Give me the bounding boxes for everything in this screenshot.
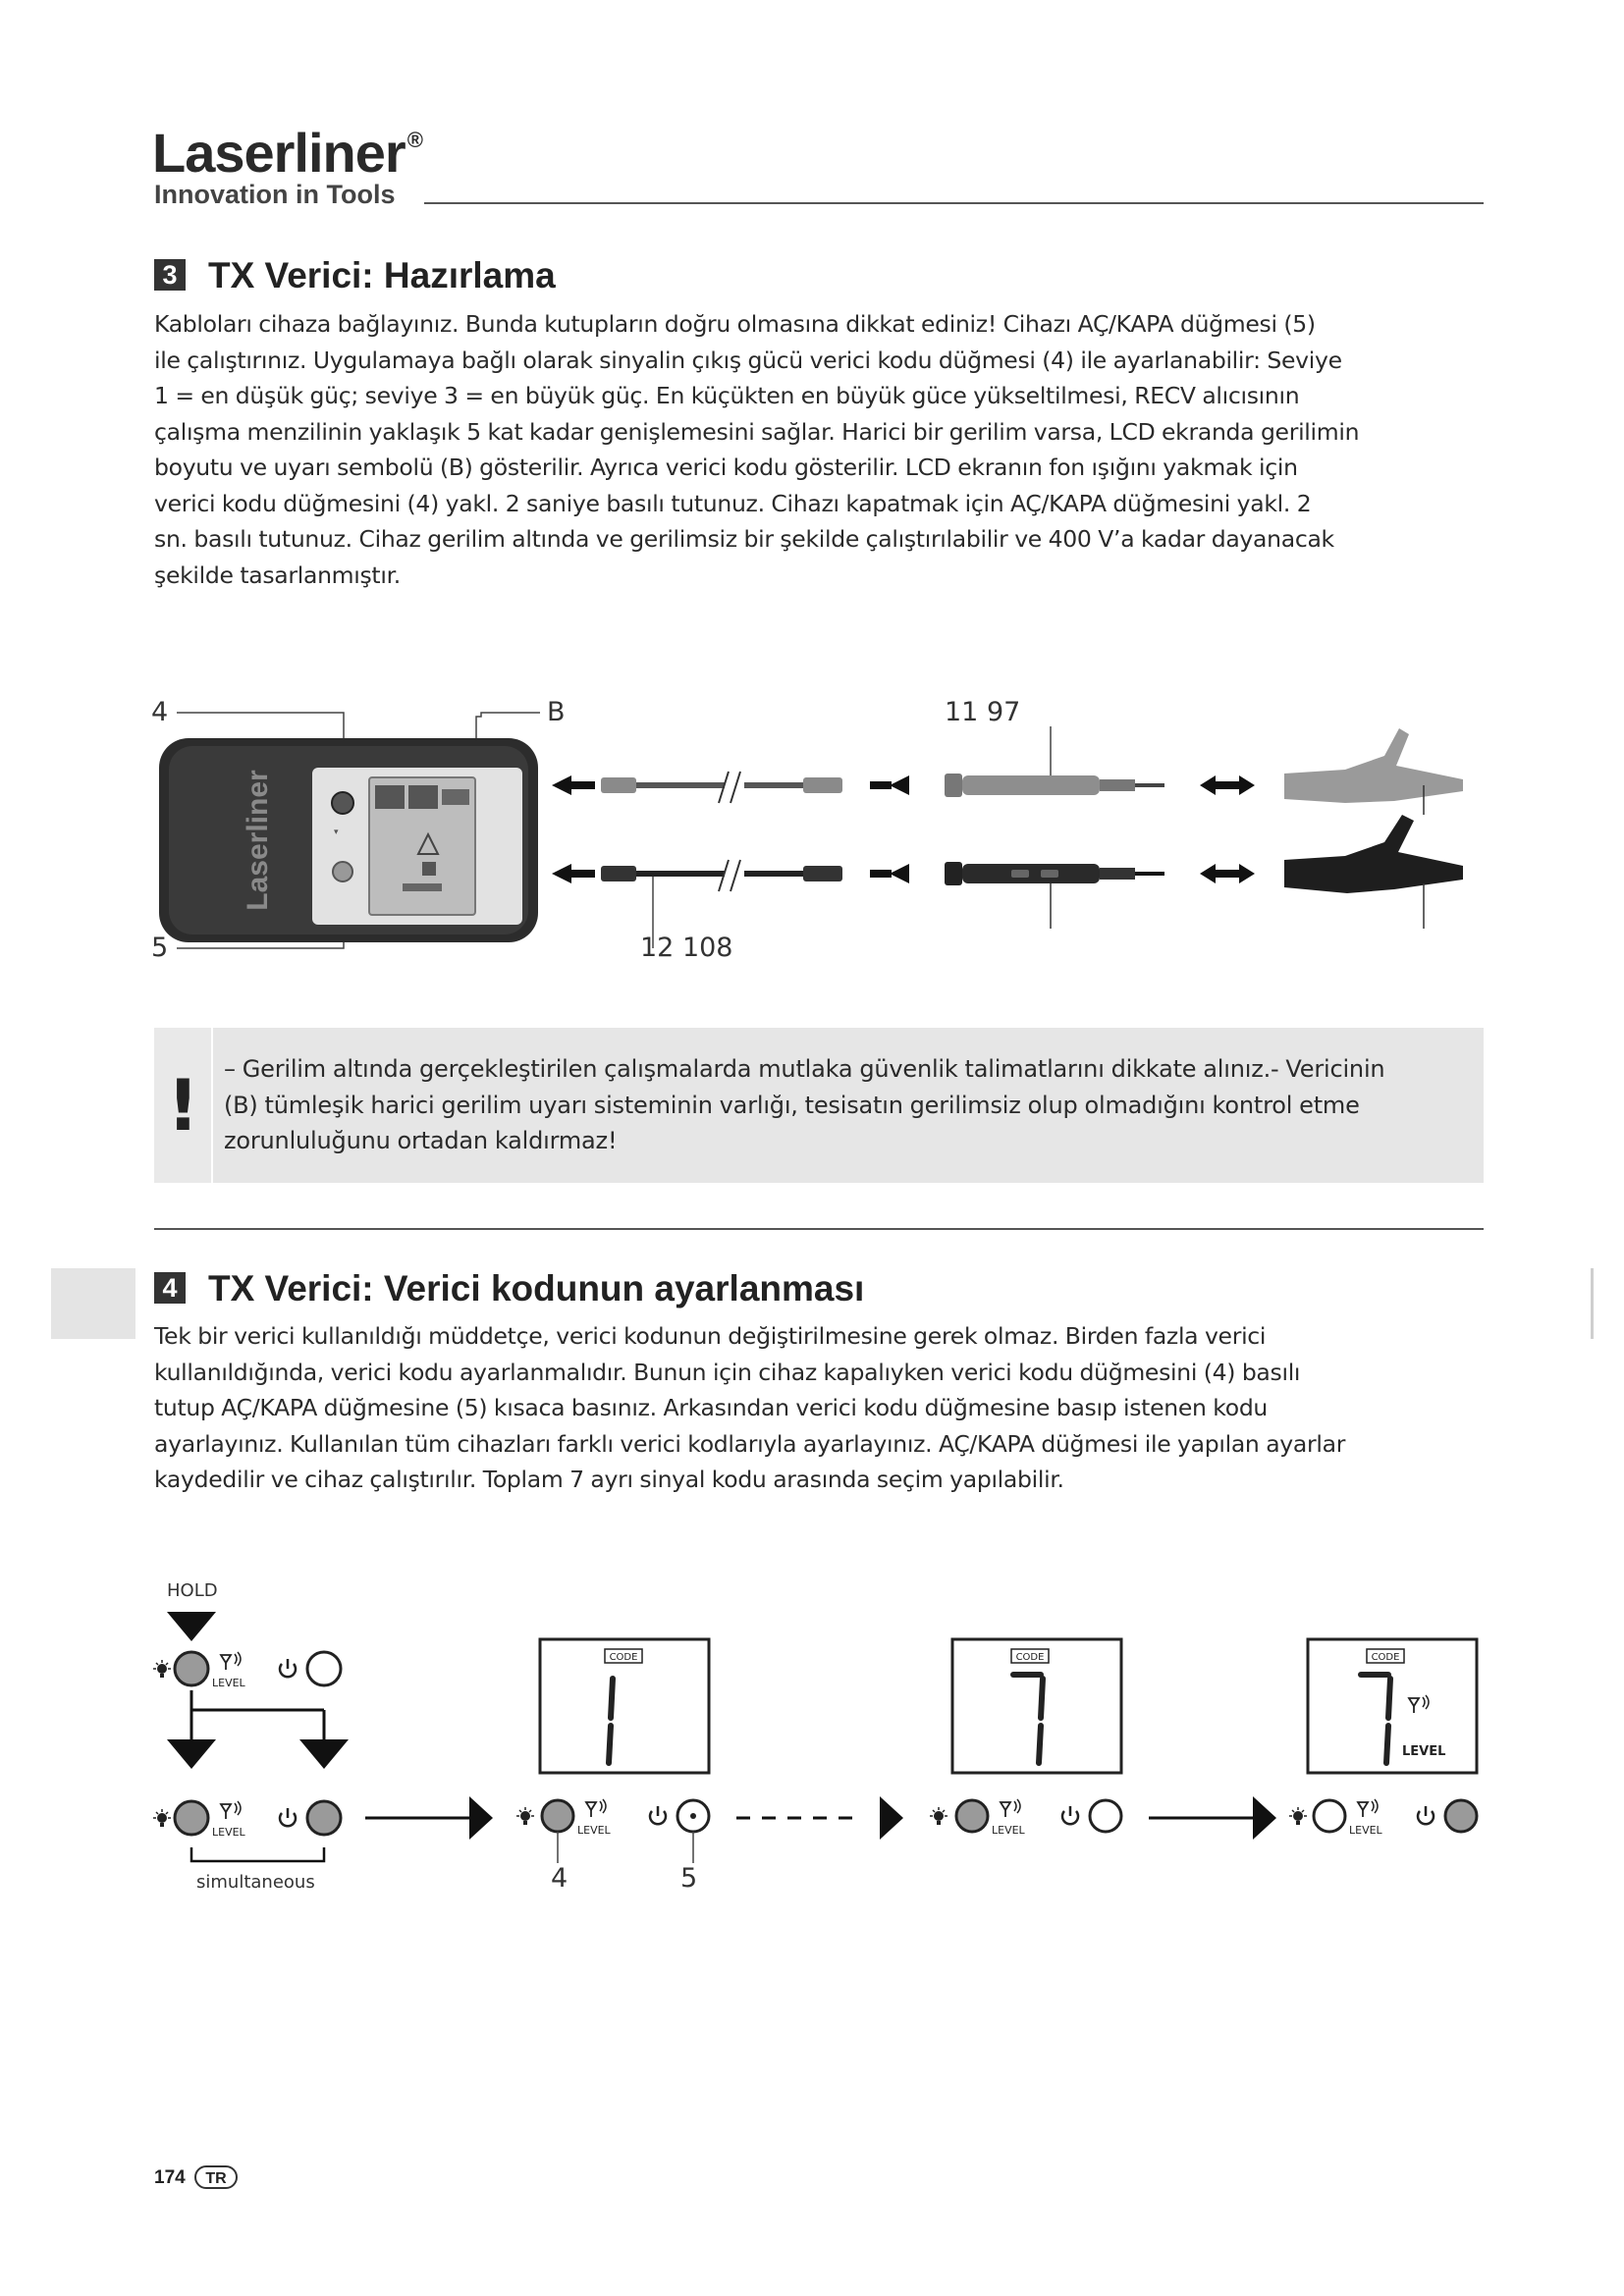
section-3-line: ile çalıştırınız. Uygulamaya bağlı olarak sinyalin çıkış gücü verici kodu düğmesi (4) ile ayarlanabilir: Seviye	[154, 346, 1342, 374]
flow-arrow-1-head	[469, 1796, 493, 1840]
section-4-title: TX Verici: Verici kodunun ayarlanması	[208, 1268, 865, 1308]
hold-label: HOLD	[167, 1580, 218, 1601]
section-3-line: 1 = en düşük güç; seviye 3 = en büyük güç. En küçükten en büyük güce yükseltilmesi, RECV alıcısının	[154, 382, 1300, 409]
section-4-number: 4	[154, 1272, 186, 1304]
section-divider	[154, 1228, 1484, 1230]
level-label: LEVEL	[992, 1824, 1025, 1837]
section-3-number: 3	[154, 259, 186, 291]
code-button-4	[332, 792, 353, 814]
section-3-line: boyutu ve uyarı sembolü (B) gösterilir. Ayrıca verici kodu gösterilir. LCD ekranın fon ışığını yakmak için	[154, 454, 1298, 481]
section-3-line: Kabloları cihaza bağlayınız. Bunda kutupların doğru olmasına dikkat ediniz! Cihazı AÇ/KAPA düğmesi (5)	[154, 310, 1316, 338]
callout-4: 4	[151, 697, 169, 727]
callout-button-5: 5	[680, 1863, 698, 1894]
language-badge: TR	[194, 2165, 238, 2189]
flow-arrow-3-head	[1253, 1796, 1276, 1840]
leads-illustration	[147, 687, 1492, 962]
level-label: LEVEL	[1349, 1824, 1382, 1837]
upper-test-lead	[552, 728, 1463, 815]
code-label: CODE	[1371, 1652, 1400, 1663]
page-number: 174	[154, 2167, 186, 2188]
level-label: LEVEL	[1402, 1744, 1446, 1759]
device-brand-text: Laserliner	[242, 770, 274, 911]
power-button-5	[333, 862, 352, 881]
simultaneous-label: simultaneous	[196, 1872, 315, 1893]
code-label: CODE	[1015, 1652, 1045, 1663]
split-connector	[191, 1690, 324, 1739]
callout-button-4: 4	[551, 1863, 568, 1894]
button-row-1	[153, 1652, 341, 1685]
section-3-line: şekilde tasarlanmıştır.	[154, 561, 401, 589]
hold-arrow	[167, 1612, 216, 1641]
warning-line: zorunluluğunu ortadan kaldırmaz!	[224, 1127, 618, 1154]
split-arrow-right	[299, 1739, 349, 1769]
section-3-title: TX Verici: Hazırlama	[208, 255, 556, 295]
callout-11-97: 11 97	[945, 697, 1021, 727]
level-label: LEVEL	[212, 1826, 245, 1839]
header-rule	[424, 202, 1484, 204]
warning-line: (B) tümleşik harici gerilim uyarı sisteminin varlığı, tesisatın gerilimsiz olup olmadığını kontrol etme	[224, 1091, 1360, 1119]
code-label: CODE	[609, 1652, 638, 1663]
section-4-line: kaydedilir ve cihaz çalıştırılır. Toplam 7 ayrı sinyal kodu arasında seçim yapılabilir.	[154, 1466, 1064, 1493]
section-4-line: tutup AÇ/KAPA düğmesine (5) kısaca basınız. Arkasından verici kodu düğmesine basıp istenen kodu	[154, 1394, 1269, 1421]
section-3-line: çalışma menzilinin yaklaşık 5 kat kadar genişlemesini sağlar. Harici bir gerilim varsa, LCD ekranda gerilimin	[154, 417, 1360, 446]
simultaneous-bracket	[191, 1847, 324, 1861]
section-4-line: Tek bir verici kullanıldığı müddetçe, verici kodunun değiştirilmesine gerek olmaz. Birden fazla verici	[154, 1322, 1267, 1350]
callout-12-108: 12 108	[640, 933, 733, 963]
section-4-body	[154, 1318, 1499, 1498]
power-button-idle	[307, 1652, 341, 1685]
level-label: LEVEL	[577, 1824, 611, 1837]
margin-mark	[1591, 1268, 1594, 1339]
button-row-2	[153, 1801, 341, 1835]
code-sequence-illustration	[147, 1600, 1492, 1885]
lower-test-lead	[552, 815, 1463, 929]
code-button-pressed	[175, 1652, 208, 1685]
button-row-4	[930, 1799, 1121, 1832]
svg-text:▾: ▾	[334, 828, 339, 837]
section-3-line: sn. basılı tutunuz. Cihaz gerilim altında ve gerilimsiz bir şekilde çalıştırılabilir ve 400 V’a kadar dayanacak	[154, 525, 1334, 553]
level-label: LEVEL	[212, 1677, 245, 1689]
brand-name: Laserliner	[152, 122, 406, 184]
section-4-line: kullanıldığında, verici kodu ayarlanmalıdır. Bunun için cihaz kapalıyken verici kodu düğmesini (4) basılı	[154, 1358, 1301, 1386]
chapter-side-tab	[51, 1268, 135, 1339]
section-3-line: verici kodu düğmesini (4) yakl. 2 saniye basılı tutunuz. Cihazı kapatmak için AÇ/KAPA düğmesini yakl. 2	[154, 489, 1312, 517]
section-3-body	[154, 306, 1499, 593]
button-row-3	[516, 1799, 709, 1863]
button-row-5	[1289, 1799, 1477, 1832]
warning-line: – Gerilim altında gerçekleştirilen çalışmalarda mutlaka güvenlik talimatlarını dikkate alınız.- Vericinin	[224, 1055, 1385, 1083]
callout-b: B	[547, 697, 566, 727]
split-arrow-left	[167, 1739, 216, 1769]
brand-logo	[152, 122, 422, 184]
warning-text	[224, 1051, 1477, 1159]
brand-tagline: Innovation in Tools	[154, 180, 396, 209]
flow-arrow-2-head	[880, 1796, 903, 1840]
callout-5: 5	[151, 933, 169, 963]
registered-mark: ®	[406, 128, 422, 152]
transmitter-device	[159, 738, 538, 942]
warning-exclamation-icon: !	[167, 1064, 199, 1147]
section-4-line: ayarlayınız. Kullanılan tüm cihazları farklı verici kodlarıyla ayarlayınız. AÇ/KAPA düğmesi ile yapılan ayarlar	[154, 1429, 1346, 1458]
